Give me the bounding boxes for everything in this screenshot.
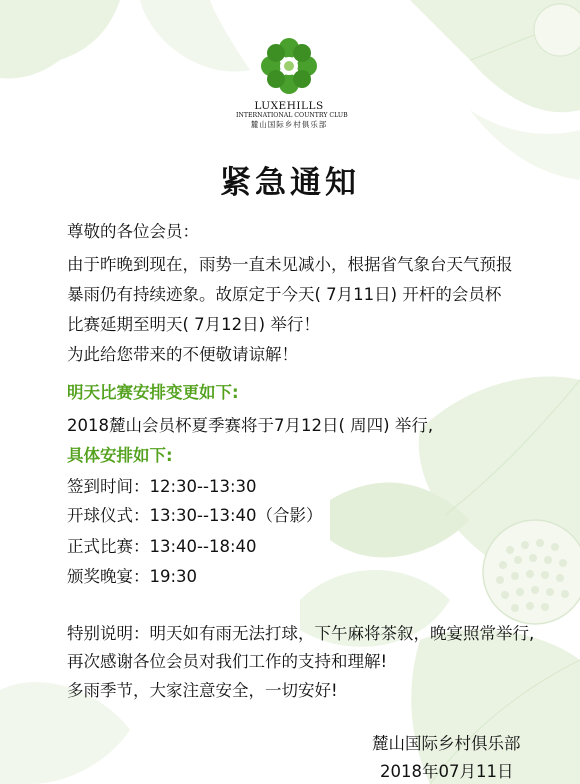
change-heading: 明天比赛安排变更如下: bbox=[67, 383, 239, 402]
note-line: 再次感谢各位会员对我们工作的支持和理解! bbox=[67, 652, 388, 671]
brand-subtitle: INTERNATIONAL COUNTRY CLUB bbox=[236, 112, 348, 119]
detail-heading: 具体安排如下: bbox=[67, 446, 173, 465]
paragraph-line: 由于昨晚到现在，雨势一直未见减小，根据省气象台天气预报 bbox=[67, 255, 513, 274]
signature-org: 麓山国际乡村俱乐部 bbox=[372, 734, 521, 753]
note-line: 特别说明：明天如有雨无法打球，下午麻将茶叙，晚宴照常举行, bbox=[67, 624, 535, 643]
greeting: 尊敬的各位会员： bbox=[67, 222, 199, 241]
paragraph-line: 比赛延期至明天( 7月12日) 举行！ bbox=[67, 315, 320, 334]
note-line: 多雨季节，大家注意安全，一切安好! bbox=[67, 681, 338, 700]
paragraph-line: 为此给您带来的不便敬请谅解！ bbox=[67, 345, 298, 364]
schedule-item: 正式比赛：13:40--18:40 bbox=[67, 537, 257, 556]
event-line: 2018麓山会员杯夏季赛将于7月12日( 周四) 举行, bbox=[67, 416, 434, 435]
schedule-item: 开球仪式：13:30--13:40（合影） bbox=[67, 506, 323, 525]
paragraph-line: 暴雨仍有持续迹象。故原定于今天( 7月11日) 开杆的会员杯 bbox=[67, 285, 502, 304]
schedule-item: 签到时间：12:30--13:30 bbox=[67, 477, 257, 496]
brand-name-cn: 麓山国际乡村俱乐部 bbox=[250, 120, 328, 129]
clover-flower-icon bbox=[259, 36, 319, 96]
club-logo bbox=[236, 36, 348, 130]
notice-title: 紧急通知 bbox=[220, 165, 360, 201]
brand-name: LUXEHILLS bbox=[254, 100, 324, 112]
schedule-item: 颁奖晚宴：19:30 bbox=[67, 567, 198, 586]
signature-date: 2018年07月11日 bbox=[380, 762, 514, 781]
